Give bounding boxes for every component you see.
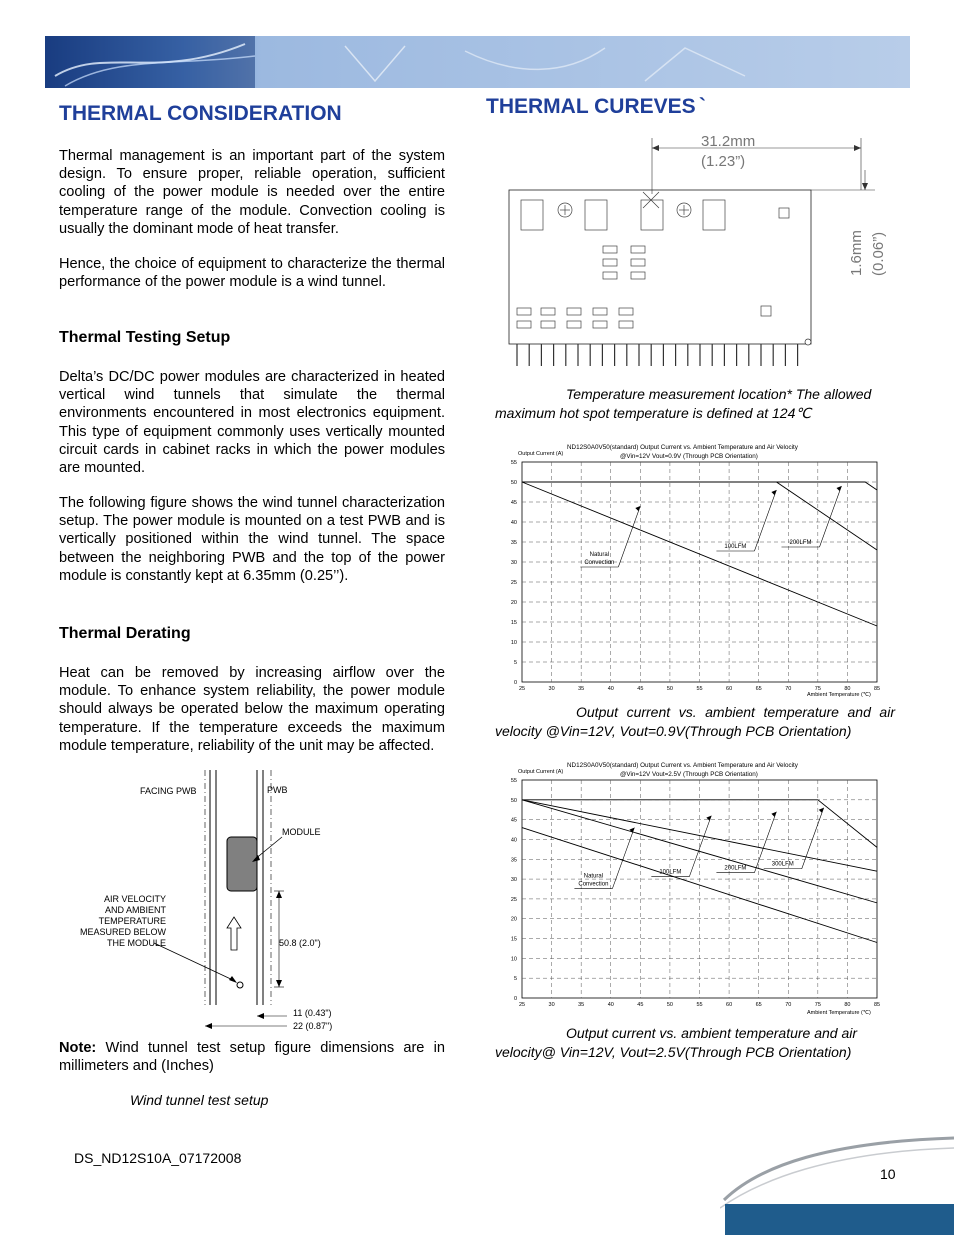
y-tick-label: 15 (510, 620, 517, 626)
label-module: MODULE (282, 827, 321, 837)
note-paragraph: Note: Wind tunnel test setup figure dimensions are in millimeters and (Inches) (59, 1040, 445, 1075)
series-leader-1 (618, 506, 640, 567)
chart-vout-0-9v (505, 440, 885, 702)
y-tick-label: 40 (510, 837, 517, 844)
x-tick-label: 25 (518, 1002, 526, 1008)
board-caption: Temperature measurement location* The allowed maximum hot spot temperature is defined at 124℃ (495, 386, 872, 421)
series-label-line2-1: Convection (584, 560, 615, 566)
y-tick-label: 30 (510, 560, 517, 566)
board-dim-width-in: (1.23”) (701, 153, 746, 170)
setup-paragraph-1: Delta’s DC/DC power modules are characterized in heated vertical wind tunnels that simulate the thermal environments encountered in most electronics equipment. This type of equipment commonly uses vertically mounted circuit cards in cabinet racks in which the power modules are mounted. (59, 369, 445, 477)
chart2-caption: Output current vs. ambient temperature and air velocity@ Vin=12V, Vout=2.5V(Through PCB Orientation) (495, 1025, 858, 1060)
chart2-title: ND12S0A0V50(standard) Output Current vs. Ambient Temperature and Air Velocity (567, 762, 798, 769)
x-tick-label: 35 (578, 1002, 585, 1008)
y-tick-label: 45 (510, 500, 517, 506)
airflow-arrow-icon (227, 917, 241, 950)
svg-text:THE MODULE: THE MODULE (106, 938, 166, 948)
x-tick-label: 50 (666, 1002, 673, 1008)
y-tick-label: 50 (510, 480, 517, 486)
y-tick-label: 0 (513, 680, 517, 686)
series-leader-2 (689, 816, 711, 877)
y-tick-label: 0 (513, 996, 517, 1002)
heading-thermal-derating: Thermal Derating (59, 625, 191, 642)
x-tick-label: 85 (873, 686, 881, 692)
label-dim-11: 11 (0.43") (293, 1008, 332, 1018)
y-tick-label: 30 (510, 877, 517, 884)
tunnel-caption: Wind tunnel test setup (130, 1092, 269, 1108)
heading-thermal-testing-setup: Thermal Testing Setup (59, 329, 231, 346)
chart-vout-2-5v (505, 758, 885, 1020)
footer-doc-id: DS_ND12S10A_07172008 (74, 1150, 242, 1166)
x-tick-label: 45 (637, 686, 644, 692)
series-label-3: 200LFM (724, 865, 747, 872)
y-tick-label: 35 (510, 857, 517, 864)
x-tick-label: 80 (844, 686, 851, 692)
label-dim-height: 50.8 (2.0") (279, 938, 321, 948)
chart1-caption: Output current vs. ambient temperature and air velocity @Vin=12V, Vout=0.9V(Through PCB Orientation) (495, 704, 895, 739)
x-tick-label: 25 (518, 686, 526, 692)
y-tick-label: 50 (510, 797, 517, 804)
intro-paragraph-1: Thermal management is an important part of the system design. To ensure proper, reliable operation, sufficient cooling of the power module is needed over the entire temperature range of the module. Convection cooling is usually the dominant mode of heat transfer. (59, 148, 445, 237)
y-tick-label: 15 (510, 936, 517, 943)
footer-page-number: 10 (880, 1166, 896, 1182)
label-air-velocity (80, 894, 167, 948)
setup-paragraph-2: The following figure shows the wind tunnel characterization setup. The power module is mounted on a test PWB and is vertically positioned within the wind tunnel. The space between the neighboring PWB and the top of the power module is constantly kept at 6.35mm (0.25’’). (59, 495, 445, 584)
footer-decoration (720, 1130, 954, 1235)
y-tick-label: 25 (510, 896, 517, 903)
x-tick-label: 35 (578, 686, 585, 692)
derating-paragraph: Heat can be removed by increasing airflow over the module. To enhance system reliability, the power module should always be operated below the maximum operating temperature. If the temperature exceeds the maximum module temperature, reliability of the unit may be affected. (59, 665, 445, 754)
chart1-plot-area (522, 462, 877, 682)
section-title-thermal-curves: THERMAL CUREVES ` (486, 95, 706, 118)
series-leader-2 (754, 490, 776, 551)
x-tick-label: 75 (814, 686, 821, 692)
svg-text:AIR VELOCITY: AIR VELOCITY (103, 894, 166, 904)
board-dim-height-in: (0.06”) (870, 231, 887, 276)
svg-text:MEASURED BELOW: MEASURED BELOW (79, 927, 166, 937)
board-pin-marker (805, 339, 811, 345)
series-leader-3 (820, 486, 842, 547)
x-tick-label: 60 (726, 686, 733, 692)
module-block (227, 837, 257, 891)
x-tick-label: 30 (548, 1002, 555, 1008)
chart2-subtitle: @Vin=12V Vout=2.5V (Through PCB Orientation) (620, 771, 758, 778)
x-tick-label: 75 (814, 1002, 821, 1008)
y-tick-label: 10 (510, 956, 517, 963)
chart1-subtitle: @Vin=12V Vout=0.9V (Through PCB Orientation) (620, 453, 758, 460)
header-banner (45, 36, 910, 88)
board-dim-width-mm: 31.2mm (701, 133, 756, 150)
series-label-4: 300LFM (771, 861, 794, 868)
y-tick-label: 55 (510, 778, 517, 784)
y-tick-label: 25 (510, 580, 517, 586)
y-tick-label: 35 (510, 540, 517, 546)
x-tick-label: 40 (607, 1002, 614, 1008)
board-dim-height-mm: 1.6mm (848, 230, 865, 276)
x-tick-label: 85 (873, 1002, 881, 1008)
chart1-title: ND12S0A0V50(standard) Output Current vs. Ambient Temperature and Air Velocity (567, 444, 798, 451)
series-label-2: 100LFM (659, 869, 682, 876)
label-facing-pwb: FACING PWB (140, 786, 197, 796)
x-tick-label: 45 (637, 1002, 644, 1008)
series-label-2: 100LFM (724, 544, 747, 550)
x-tick-label: 40 (607, 686, 614, 692)
x-tick-label: 60 (726, 1002, 733, 1008)
y-tick-label: 20 (510, 916, 517, 923)
series-label-1: Natural (589, 552, 610, 558)
sensor-point-icon (237, 982, 243, 988)
svg-text:TEMPERATURE: TEMPERATURE (98, 916, 166, 926)
x-tick-label: 55 (696, 1002, 703, 1008)
series-label-1: Natural (583, 873, 604, 880)
chart1-ylabel: Output Current (A) (518, 451, 564, 457)
x-tick-label: 70 (785, 686, 792, 692)
y-tick-label: 40 (510, 520, 517, 526)
x-tick-label: 30 (548, 686, 555, 692)
intro-paragraph-2: Hence, the choice of equipment to characterize the thermal performance of the power module is a wind tunnel. (59, 256, 445, 291)
label-pwb: PWB (267, 785, 288, 795)
label-dim-22: 22 (0.87") (293, 1021, 333, 1031)
x-tick-label: 65 (755, 1002, 762, 1008)
y-tick-label: 45 (510, 817, 517, 824)
svg-text:AND AMBIENT: AND AMBIENT (104, 905, 166, 915)
chart1-xlabel: Ambient Temperature (℃) (807, 692, 871, 698)
y-tick-label: 5 (513, 660, 517, 666)
x-tick-label: 70 (785, 1002, 792, 1008)
section-title-thermal-consideration: THERMAL CONSIDERATION (59, 102, 342, 125)
x-tick-label: 50 (666, 686, 673, 692)
y-tick-label: 20 (510, 600, 517, 606)
wind-tunnel-diagram (59, 765, 359, 1035)
y-tick-label: 10 (510, 640, 517, 646)
chart2-xlabel: Ambient Temperature (℃) (807, 1010, 871, 1016)
board-diagram (505, 128, 890, 373)
y-tick-label: 5 (513, 976, 517, 983)
x-tick-label: 80 (844, 1002, 851, 1008)
series-label-line2-1: Convection (578, 881, 609, 888)
x-tick-label: 65 (755, 686, 762, 692)
y-tick-label: 55 (510, 460, 517, 466)
chart2-ylabel: Output Current (A) (518, 769, 564, 775)
x-tick-label: 55 (696, 686, 703, 692)
series-label-3: 200LFM (789, 540, 812, 546)
